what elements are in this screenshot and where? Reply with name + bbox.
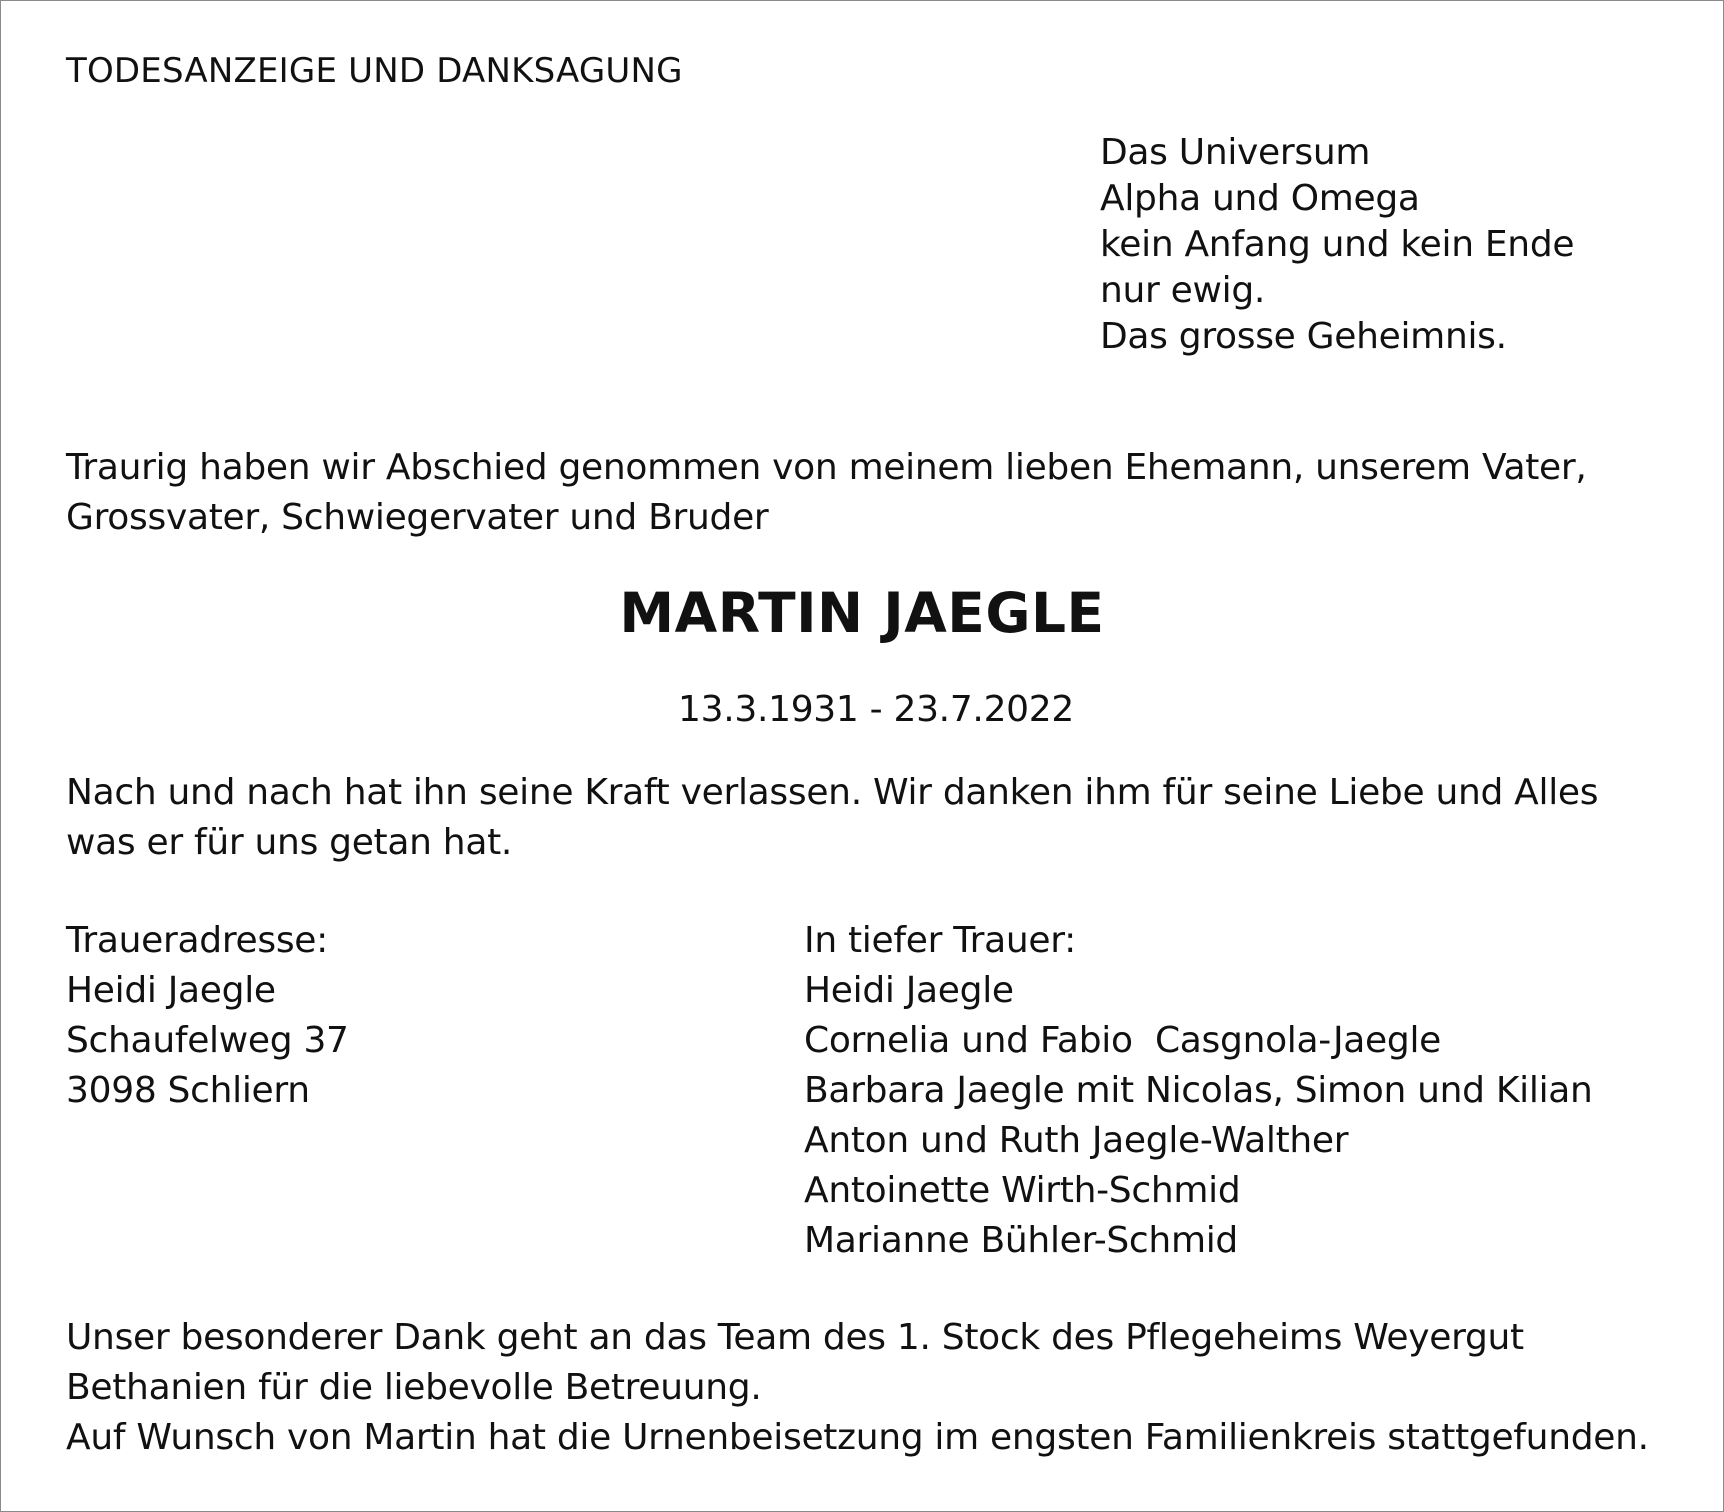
mourners-label: In tiefer Trauer: <box>804 920 1076 961</box>
poem <box>1100 130 1574 360</box>
intro-paragraph <box>66 443 1587 543</box>
closing-line: Auf Wunsch von Martin hat die Urnenbeisetzung im engsten Familienkreis stattgefunden. <box>66 1417 1649 1458</box>
closing-line: Bethanien für die liebevolle Betreuung. <box>66 1367 762 1408</box>
mourner-name: Barbara Jaegle mit Nicolas, Simon und Kilian <box>804 1070 1593 1111</box>
mourning-address <box>66 916 349 1116</box>
address-name: Heidi Jaegle <box>66 970 276 1011</box>
address-label: Traueradresse: <box>66 920 328 961</box>
mourner-name: Antoinette Wirth-Schmid <box>804 1170 1241 1211</box>
mourner-name: Marianne Bühler-Schmid <box>804 1220 1238 1261</box>
poem-line: Das Universum <box>1100 132 1371 173</box>
mourner-name: Cornelia und Fabio Casgnola-Jaegle <box>804 1020 1441 1061</box>
poem-line: nur ewig. <box>1100 270 1266 311</box>
notice-heading: TODESANZEIGE UND DANKSAGUNG <box>66 51 683 91</box>
poem-line: kein Anfang und kein Ende <box>1100 224 1575 265</box>
mourner-name: Heidi Jaegle <box>804 970 1014 1011</box>
poem-line: Alpha und Omega <box>1100 178 1420 219</box>
poem-line: Das grosse Geheimnis. <box>1100 316 1507 357</box>
intro-line: Grossvater, Schwiegervater und Bruder <box>66 497 769 538</box>
address-city: 3098 Schliern <box>66 1070 310 1111</box>
intro-line: Traurig haben wir Abschied genommen von meinem lieben Ehemann, unserem Vater, <box>66 447 1587 488</box>
mourners-list <box>804 916 1593 1266</box>
thanks-paragraph <box>66 768 1598 868</box>
address-street: Schaufelweg 37 <box>66 1020 349 1061</box>
deceased-name: MARTIN JAEGLE <box>619 581 1105 645</box>
closing-line: Unser besonderer Dank geht an das Team des 1. Stock des Pflegeheims Weyergut <box>66 1317 1524 1358</box>
closing-paragraph <box>66 1313 1649 1463</box>
life-dates: 13.3.1931 - 23.7.2022 <box>677 689 1074 730</box>
thanks-line: Nach und nach hat ihn seine Kraft verlassen. Wir danken ihm für seine Liebe und Alles <box>66 772 1599 813</box>
mourner-name: Anton und Ruth Jaegle-Walther <box>804 1120 1349 1161</box>
thanks-line: was er für uns getan hat. <box>66 822 513 863</box>
